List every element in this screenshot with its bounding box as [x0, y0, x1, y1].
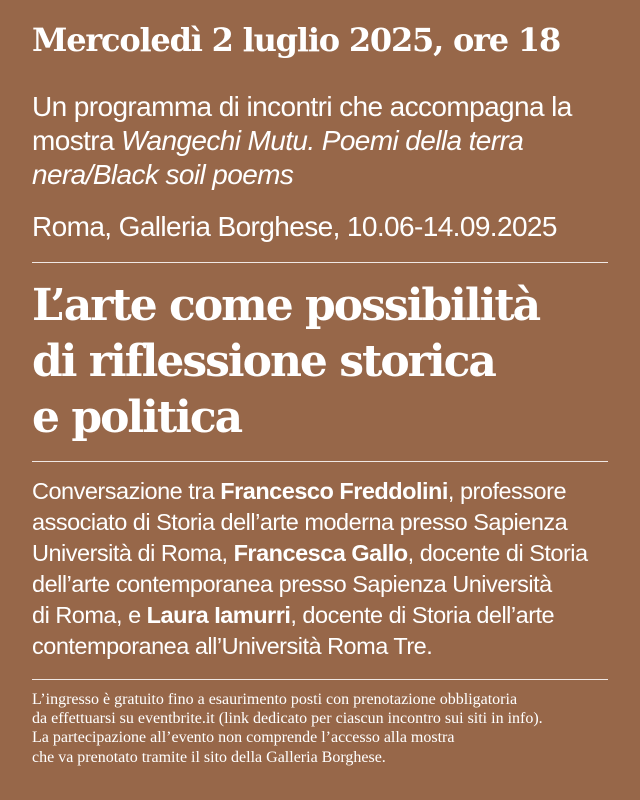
divider — [32, 262, 608, 263]
conversation-line — [32, 600, 608, 631]
location-dates: Roma, Galleria Borghese, 10.06-14.09.2025 — [32, 211, 557, 242]
conversation-line: contemporanea all’Università Roma Tre. — [32, 633, 433, 659]
conversation-intro: Conversazione tra — [32, 478, 221, 504]
headline-line: di riflessione storica — [32, 336, 495, 387]
headline-line: e politica — [32, 392, 242, 443]
divider — [32, 461, 608, 462]
note-line: L’ingresso è gratuito fino a esaurimento posti con prenotazione obbligatoria — [32, 691, 518, 708]
conversation-paragraph — [32, 476, 608, 662]
headline-line: L’arte come possibilità — [32, 280, 540, 331]
exhibition-title: Wangechi Mutu. Poemi della terra nera/Black soil poems — [32, 125, 524, 190]
speaker-role: , docente di Storia dell’arte — [290, 602, 555, 628]
note-line: che va prenotato tramite il sito della Galleria Borghese. — [32, 748, 386, 766]
divider — [32, 679, 608, 680]
headline — [32, 278, 608, 446]
admission-note — [32, 690, 608, 767]
speaker-role: di Roma, e — [32, 602, 147, 628]
note-line: La partecipazione all’evento non comprende l’accesso alla mostra — [32, 729, 455, 747]
note-line: da effettuarsi su eventbrite.it (link dedicato per ciascun incontro sui siti in info). — [32, 710, 543, 728]
conversation-line — [32, 476, 608, 507]
speaker-name: Laura Iamurri — [146, 602, 291, 628]
conversation-line — [32, 538, 608, 569]
speaker-role: , docente di Storia — [407, 540, 588, 566]
speaker-role: , professore — [447, 478, 567, 504]
speaker-name: Francesco Freddolini — [220, 478, 448, 504]
intro-paragraph — [32, 90, 608, 192]
conversation-line: dell’arte contemporanea presso Sapienza Università — [32, 571, 552, 597]
event-date: Mercoledì 2 luglio 2025, ore 18 — [32, 21, 561, 59]
speaker-role: Università di Roma, — [32, 540, 234, 566]
conversation-line: associato di Storia dell’arte moderna presso Sapienza — [32, 509, 568, 535]
speaker-name: Francesca Gallo — [233, 540, 408, 566]
intro-text: Un programma di incontri che accompagna la mostra — [32, 91, 572, 156]
